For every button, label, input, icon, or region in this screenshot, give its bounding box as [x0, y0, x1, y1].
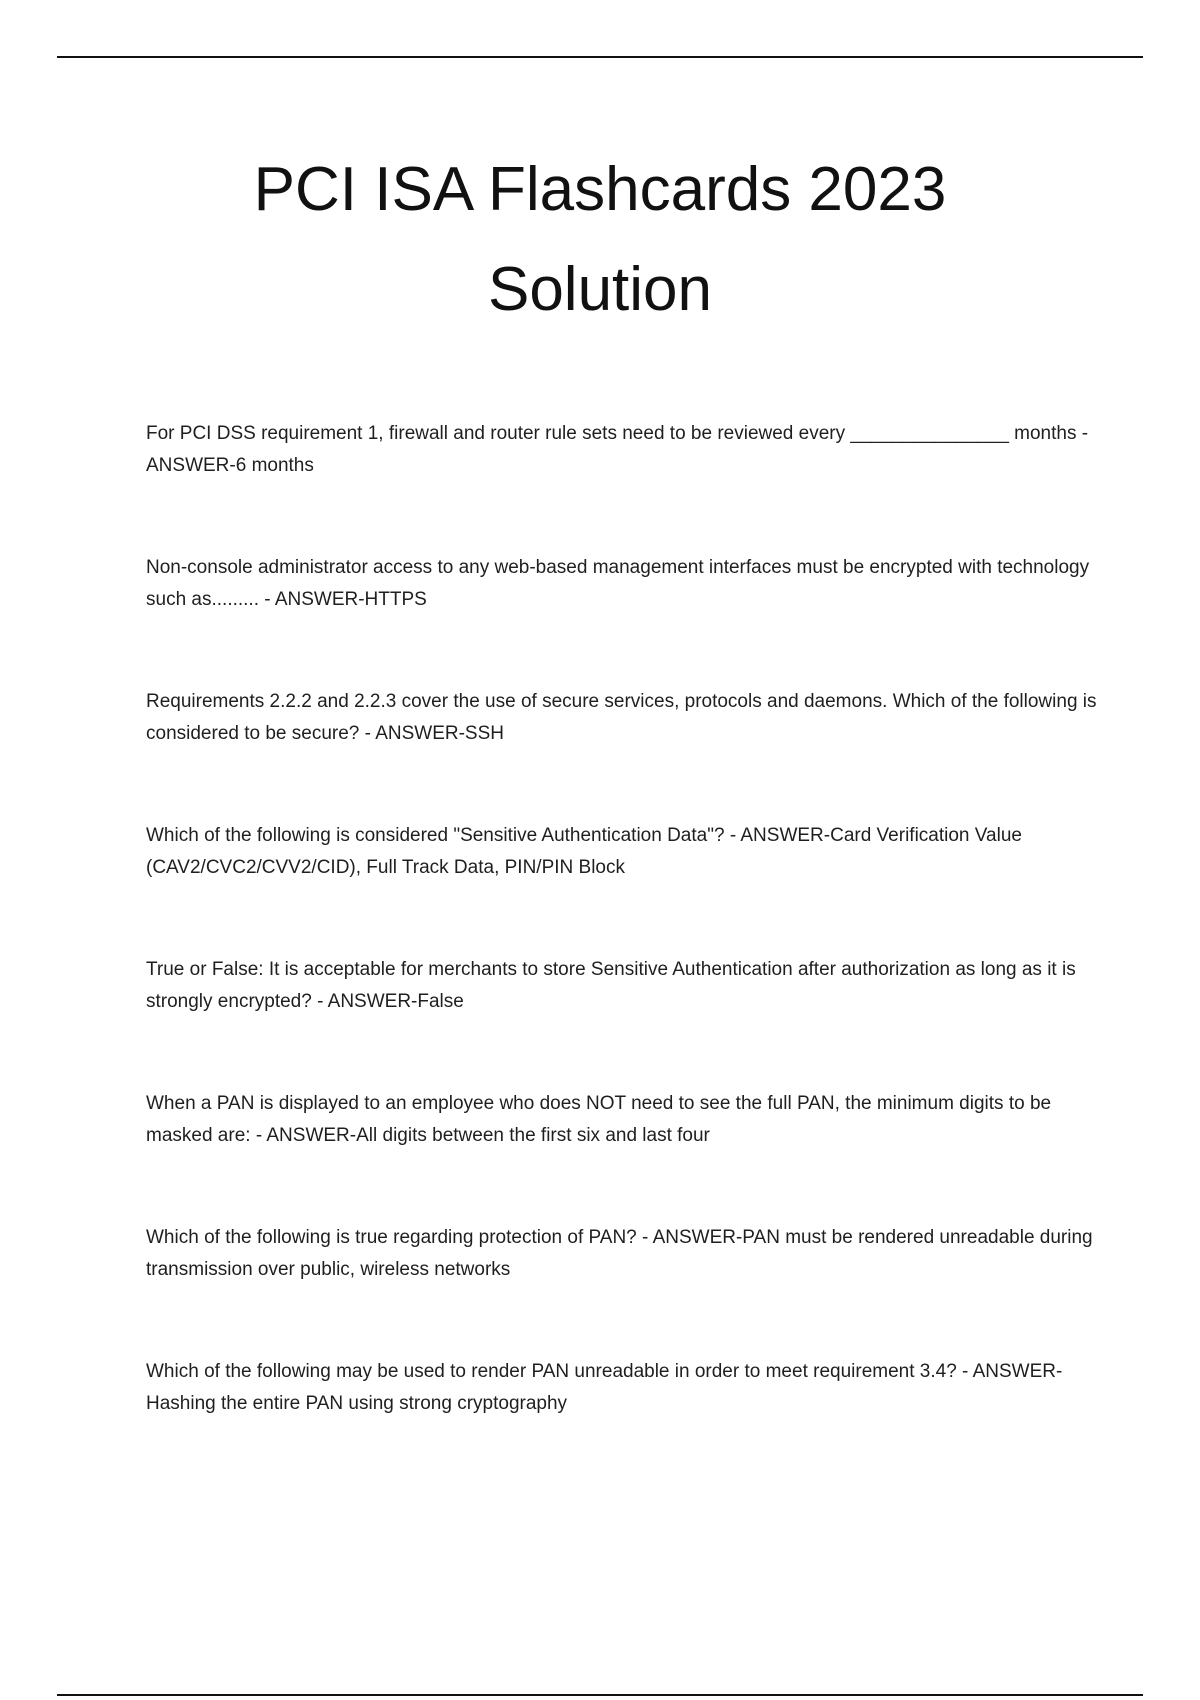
- flashcard-item: Which of the following is considered "Sensitive Authentication Data"? - ANSWER-Card Verification Value (CAV2/CVC2/CVV2/CID), Full Track Data, PIN/PIN Block: [146, 825, 1022, 878]
- page-title: [0, 140, 1200, 340]
- title-line-2: Solution: [487, 255, 713, 324]
- flashcard-item: True or False: It is acceptable for merchants to store Sensitive Authentication after authorization as long as it is strongly encrypted? - ANSWER-False: [146, 959, 1076, 1012]
- flashcard-item: When a PAN is displayed to an employee who does NOT need to see the full PAN, the minimum digits to be masked are: - ANSWER-All digits between the first six and last four: [146, 1093, 1052, 1146]
- flashcard-list: [146, 418, 1106, 1490]
- bottom-divider: [57, 1694, 1143, 1696]
- title-line-1: PCI ISA Flashcards 2023: [253, 155, 947, 224]
- flashcard-item: Requirements 2.2.2 and 2.2.3 cover the use of secure services, protocols and daemons. Which of the following is considered to be secure? - ANSWER-SSH: [146, 691, 1097, 744]
- flashcard-item: Which of the following may be used to render PAN unreadable in order to meet requirement 3.4? - ANSWER-Hashing the entire PAN using strong cryptography: [146, 1361, 1063, 1414]
- flashcard-item: Which of the following is true regarding protection of PAN? - ANSWER-PAN must be rendered unreadable during transmission over public, wireless networks: [146, 1227, 1093, 1280]
- flashcard-item: Non-console administrator access to any web-based management interfaces must be encrypted with technology such as......... - ANSWER-HTTPS: [146, 557, 1090, 610]
- top-divider: [57, 56, 1143, 58]
- flashcard-item: For PCI DSS requirement 1, firewall and router rule sets need to be reviewed every _______________ months - ANSWER-6 months: [146, 423, 1089, 476]
